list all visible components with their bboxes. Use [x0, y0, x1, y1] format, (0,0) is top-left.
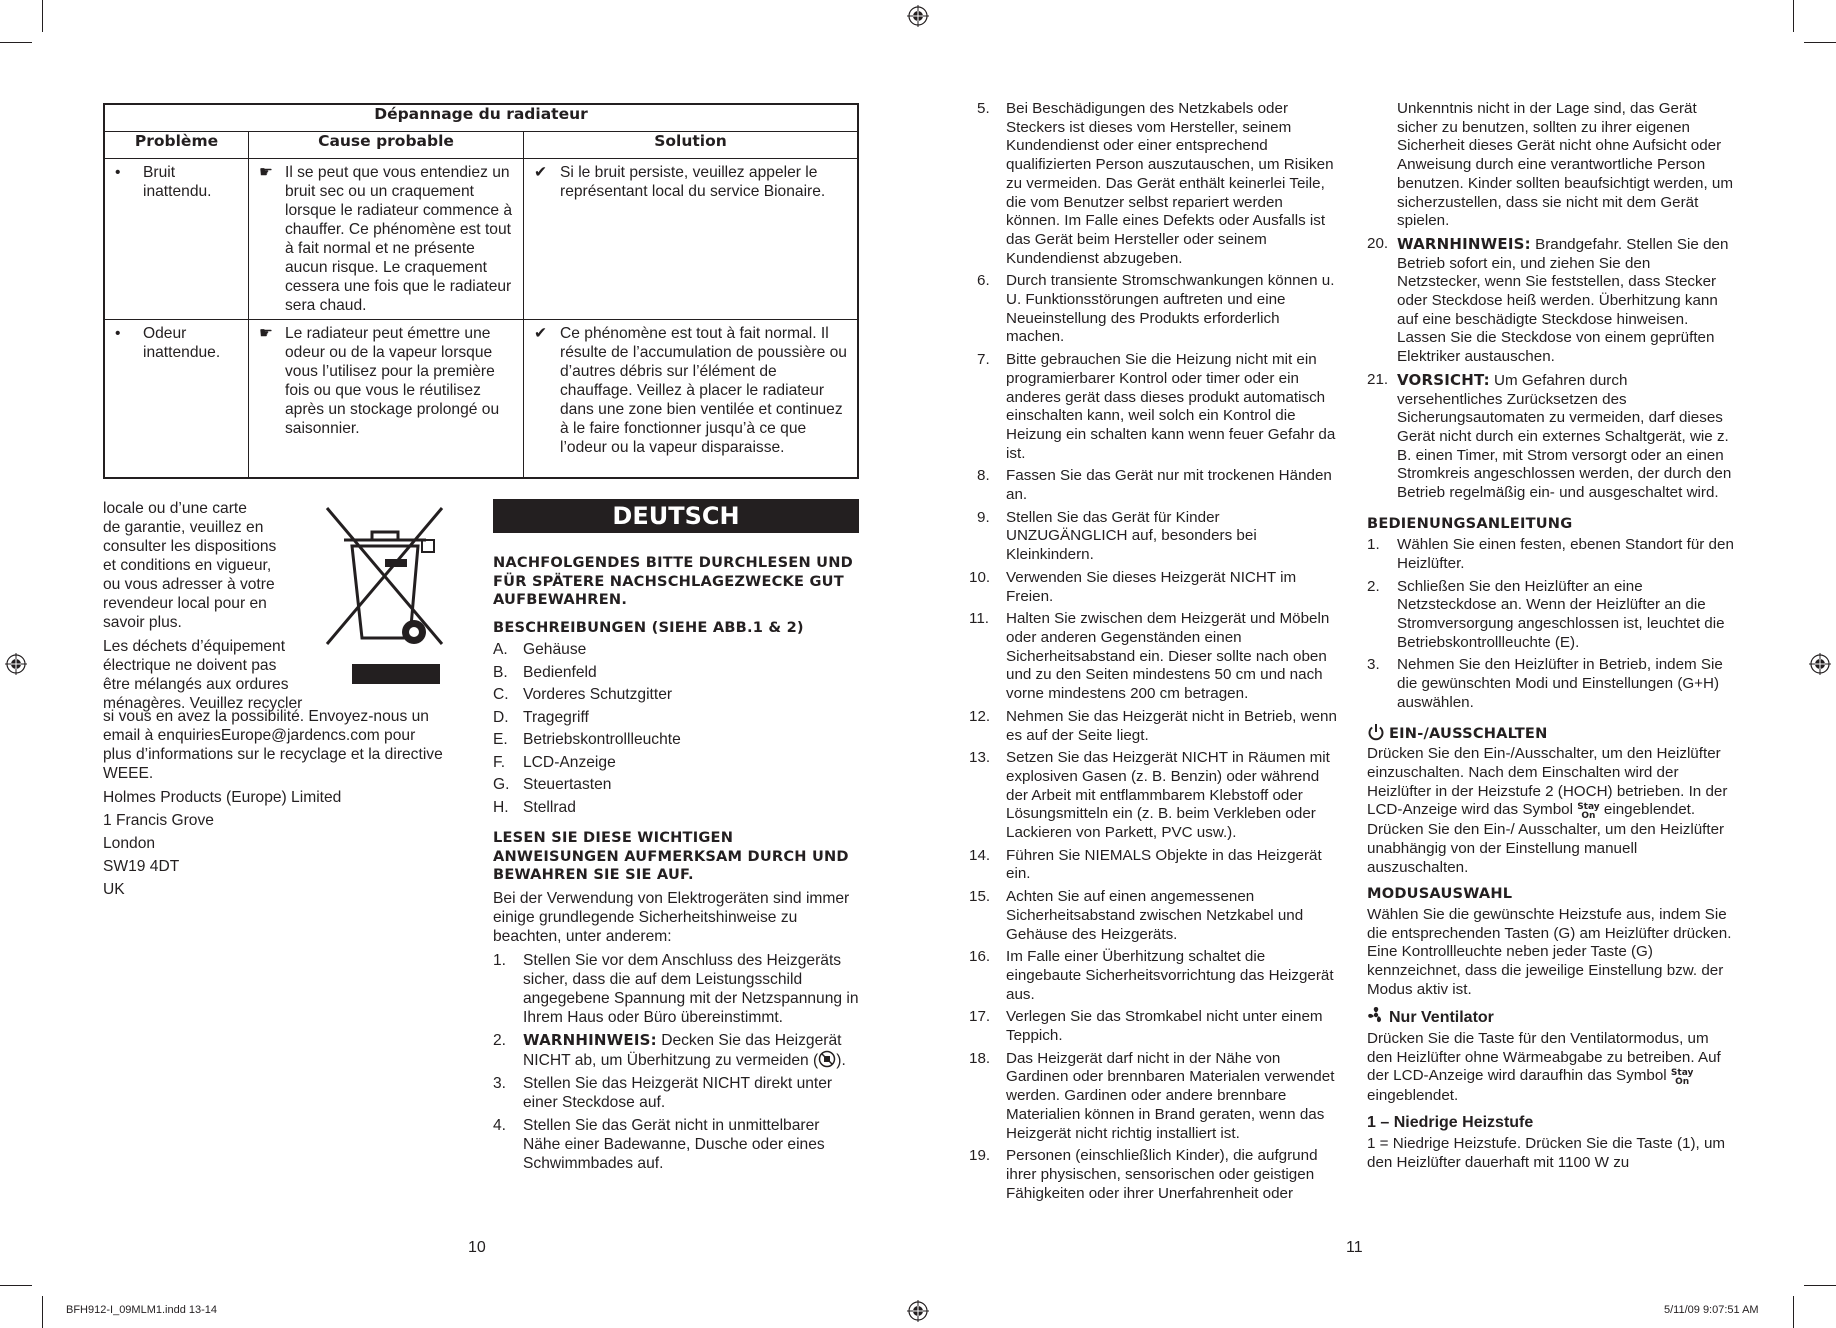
- part-label: Bedienfeld: [523, 663, 597, 681]
- section-title-deutsch: DEUTSCH: [493, 499, 859, 533]
- step-number: 3.: [1367, 656, 1380, 674]
- fan-text: [1367, 1030, 1735, 1106]
- safety-heading: LESEN SIE DIESE WICHTIGEN ANWEISUNGEN AUFMERKSAM DURCH UND BEWAHREN SIE SIE AUF.: [493, 829, 849, 883]
- weee-text-top: [103, 499, 313, 713]
- checkmark-icon: ✔: [534, 325, 548, 342]
- step-text: Nehmen Sie den Heizlüfter in Betrieb, indem Sie die gewünschten Modi und Einstellungen (G+H) auswählen.: [1397, 656, 1723, 711]
- safety-intro: Bei der Verwendung von Elektrogeräten sind immer einige grundlegende Sicherheitshinweise zu beachten, unter anderem:: [493, 889, 850, 945]
- item-number: 1.: [493, 951, 507, 969]
- part-letter: F.: [493, 753, 506, 771]
- list-item: [975, 272, 1341, 347]
- onoff-text: [1367, 745, 1735, 877]
- item-number: 20.: [1367, 234, 1389, 252]
- fan-icon: [1367, 1006, 1385, 1024]
- address-line: SW19 4DT: [103, 858, 180, 875]
- part-letter: E.: [493, 731, 508, 748]
- part-label: Steuertasten: [523, 776, 612, 793]
- list-item: [969, 888, 1341, 944]
- item-number: 4.: [493, 1116, 507, 1134]
- operation-heading: BEDIENUNGSANLEITUNG: [1367, 514, 1573, 532]
- stay-on-icon: [1671, 1069, 1693, 1087]
- list-item: [493, 708, 859, 727]
- list-item: [493, 663, 859, 682]
- item-text: Stellen Sie das Gerät für Kinder UNZUGÄNGLICH auf, besonders bei Kleinkindern.: [1006, 508, 1257, 564]
- list-item: [969, 707, 1341, 745]
- weee-crossed-bin-icon: [322, 504, 446, 686]
- item-number: 7.: [977, 351, 990, 369]
- list-item: [975, 351, 1341, 463]
- descriptions-heading: BESCHREIBUNGEN (SIEHE ABB.1 & 2): [493, 618, 804, 636]
- list-item: [969, 1147, 1341, 1203]
- item-number: 3.: [493, 1074, 507, 1092]
- list-item: [969, 610, 1341, 704]
- item-number: 6.: [977, 272, 990, 290]
- item-number: 13.: [969, 749, 991, 767]
- weee-line: si vous en avez la possibilité. Envoyez-nous un: [103, 708, 429, 725]
- item-text: Decken Sie das Heizgerät NICHT ab, um Überhitzung zu vermeiden (: [523, 1031, 842, 1069]
- item-number: 2.: [493, 1031, 507, 1049]
- weee-line: locale ou d’une carte: [103, 500, 247, 517]
- page-number-right: 11: [1346, 1239, 1363, 1256]
- warning-label: WARNHINWEIS:: [1397, 234, 1531, 253]
- fan-text-after: eingeblendet.: [1367, 1087, 1459, 1105]
- step-number: 2.: [1367, 577, 1380, 595]
- stay-on-top: Stay: [1670, 1068, 1694, 1079]
- deutsch-column-3: [1367, 100, 1735, 1172]
- bullet-icon: •: [115, 164, 121, 181]
- list-item: [493, 1116, 859, 1173]
- part-label: Gehäuse: [523, 641, 587, 658]
- part-label: Betriebskontrollleuchte: [523, 731, 681, 748]
- item-text: Setzen Sie das Heizgerät NICHT in Räumen mit explosiven Gasen (z. B. Benzin) oder während der Arbeit mit entflammbarem Klebstoff oder Lösungsmitteln ein (z. B. beim Verkleben oder Lackieren von Parkett, PVC usw.).: [1006, 749, 1330, 842]
- item-text: Nehmen Sie das Heizgerät nicht in Betrieb, wenn es auf der Seite liegt.: [1006, 707, 1337, 744]
- stay-on-top: Stay: [1577, 802, 1600, 813]
- mode-text: Wählen Sie die gewünschte Heizstufe aus, indem Sie die entsprechenden Tasten (G) am Heizlüfter drücken. Eine Kontrollleuchte neben jeder Taste (G) kennzeichnet, dass die jeweilige Einstellung bzw. der Modus aktiv ist.: [1367, 905, 1732, 998]
- weee-line: savoir plus.: [103, 614, 182, 631]
- table-header-cause: Cause probable: [249, 132, 524, 159]
- list-item: [975, 467, 1341, 504]
- page-number-left: 10: [468, 1239, 486, 1256]
- address-line: 1 Francis Grove: [103, 812, 214, 829]
- list-item: [493, 1074, 859, 1112]
- list-item: [493, 753, 859, 772]
- part-letter: G.: [493, 776, 510, 793]
- weee-line: plus d’informations sur le recyclage et la directive: [103, 746, 443, 763]
- part-letter: D.: [493, 708, 509, 726]
- list-item: [969, 1049, 1341, 1144]
- list-item: [969, 846, 1341, 884]
- item-text: Stellen Sie vor dem Anschluss des Heizgeräts sicher, dass die auf dem Leistungsschild angegebene Spannung mit der Netzspannung in Ihrem Haus oder Büro übereinstimmt.: [523, 951, 859, 1026]
- list-item: [975, 509, 1341, 565]
- list-item: [1367, 371, 1735, 503]
- registration-mark-bottom: [907, 1300, 929, 1322]
- deutsch-column-1: [493, 499, 859, 1177]
- item-text: Das Heizgerät darf nicht in der Nähe von Gardinen oder brennbaren Materialen verwendet werden. Gardinen oder andere brennbare Materialien können in Brand geraten, wenn das Heizgerät nicht richtig installiert ist.: [1006, 1049, 1335, 1142]
- item-number: 15.: [969, 888, 991, 906]
- list-item: [969, 568, 1341, 606]
- mode-heading: MODUSAUSWAHL: [1367, 885, 1513, 903]
- address-line: UK: [103, 881, 125, 898]
- onoff-text-before: Drücken Sie den Ein-/Ausschalter, um den Heizlüfter einzuschalten. Nach dem Einschalten wird der Heizlüfter in der Heizstufe 2 (HOCH) betrieben. In der LCD-Anzeige wird das Symbol: [1367, 745, 1728, 819]
- power-icon: [1367, 723, 1385, 741]
- pointing-hand-icon: ☛: [259, 325, 273, 342]
- do-not-cover-icon: [818, 1050, 836, 1068]
- item-text: Brandgefahr. Stellen Sie den Betrieb sofort ein, und ziehen Sie den Netzstecker, wenn Sie feststellen, dass Stecker oder Steckdose heiß werden. Überhitzung kann auf eine beschädigte Steckdose hinweisen. Lassen Sie die Steckdose von einem geprüften Elektriker austauschen.: [1397, 235, 1729, 366]
- weee-line: ou vous adresser à votre: [103, 576, 275, 593]
- table-row: [104, 320, 858, 478]
- company-address: [103, 788, 483, 899]
- item-number: 9.: [977, 508, 990, 526]
- problem-text: Bruit inattendu.: [143, 164, 212, 200]
- part-label: Vorderes Schutzgitter: [523, 686, 673, 703]
- onoff-text-after: eingeblendet. Drücken Sie den Ein-/ Ausschalter, um den Heizlüfter unabhängig von der Einstellung manuell auszuschalten.: [1367, 801, 1725, 876]
- table-row: [104, 159, 858, 320]
- step-text: Wählen Sie einen festen, ebenen Standort für den Heizlüfter.: [1397, 536, 1734, 572]
- fan-text-before: Drücken Sie die Taste für den Ventilatormodus, um den Heizlüfter ohne Wärmeabgabe zu betreiben. Auf der LCD-Anzeige wird daraufhin das Symbol: [1367, 1030, 1721, 1085]
- part-letter: C.: [493, 686, 509, 703]
- item-number: 21.: [1367, 370, 1389, 388]
- low-heat-heading: 1 – Niedrige Heizstufe: [1367, 1114, 1534, 1132]
- list-item: [1367, 235, 1735, 367]
- weee-line: ménagères. Veuillez recycler: [103, 695, 303, 712]
- list-item: [493, 685, 859, 704]
- stay-on-bottom: On: [1675, 1077, 1690, 1088]
- list-item: [1367, 578, 1735, 653]
- problem-text: Odeur inattendue.: [143, 325, 221, 361]
- item-text: ).: [836, 1051, 846, 1069]
- item-number: 12.: [969, 707, 991, 725]
- bullet-icon: •: [115, 325, 121, 342]
- intro-heading: NACHFOLGENDES BITTE DURCHLESEN UND FÜR SPÄTERE NACHSCHLAGEZWECKE GUT AUFBEWAHREN.: [493, 554, 853, 608]
- part-label: Stellrad: [523, 798, 576, 816]
- warning-label: WARNHINWEIS:: [523, 1030, 657, 1049]
- list-item: [493, 730, 859, 749]
- table-header-problem: Problème: [104, 132, 249, 159]
- part-letter: H.: [493, 798, 509, 816]
- list-item: [493, 640, 859, 659]
- list-item: [493, 951, 859, 1027]
- table-title: Dépannage du radiateur: [104, 104, 858, 132]
- item-number: 5.: [977, 100, 990, 117]
- list-item: [493, 775, 859, 794]
- weee-text-bottom: [103, 707, 483, 899]
- weee-line: et conditions en vigueur,: [103, 557, 272, 574]
- item-text: Personen (einschließlich Kinder), die aufgrund ihrer physischen, sensorischen oder geistigen Fähigkeiten oder ihrer Unerfahrenheit oder: [1006, 1147, 1318, 1202]
- list-item: [1367, 656, 1735, 712]
- part-label: LCD-Anzeige: [523, 753, 616, 771]
- address-line: London: [103, 835, 156, 852]
- list-item: [969, 749, 1341, 843]
- cause-text: Le radiateur peut émettre une odeur ou de la vapeur lorsque vous l’utilisez pour la première fois ou que vous le réutilisez après un stockage prolongé ou saisonnier.: [285, 325, 500, 437]
- footer-timestamp: 5/11/09 9:07:51 AM: [1664, 1304, 1759, 1316]
- weee-line: électrique ne doivent pas: [103, 657, 277, 674]
- weee-line: Les déchets d’équipement: [103, 638, 286, 655]
- registration-mark-right: [1809, 653, 1831, 675]
- solution-text: Ce phénomène est tout à fait normal. Il résulte de l’accumulation de poussière ou d’autres débris sur l’élément de chauffage. Veillez à placer le radiateur dans une zone bien ventilée et continuez à le faire fonctionner jusqu’à ce que l’odeur ou la vapeur disparaisse.: [560, 325, 847, 456]
- registration-mark-top: [907, 5, 929, 27]
- onoff-heading: [1367, 723, 1735, 744]
- item-number: 19.: [969, 1147, 991, 1165]
- item-text: Durch transiente Stromschwankungen können u. U. Funktionsstörungen auftreten und eine Neueinstellung des Produkts erforderlich machen.: [1006, 272, 1335, 346]
- item-number: 10.: [969, 568, 991, 586]
- safety-list-col1: [493, 951, 859, 1173]
- list-item: [493, 1031, 859, 1070]
- list-item: [1367, 536, 1735, 573]
- item-text: Stellen Sie das Heizgerät NICHT direkt unter einer Steckdose auf.: [523, 1074, 833, 1111]
- stay-on-bottom: On: [1581, 811, 1596, 822]
- item-number: 17.: [969, 1008, 991, 1026]
- item-19-continuation: Unkenntnis nicht in der Lage sind, das Gerät sicher zu benutzen, sollten zu ihrer eigenen Sicherheit dieses Gerät nicht ohne Aufsicht oder Anweisung durch eine verantwortliche Person benutzen. Kinder sollten beaufsichtigt werden, um sicherzustellen, dass sie nicht mit dem Gerät spielen.: [1397, 100, 1734, 230]
- troubleshooting-table: [103, 103, 859, 479]
- list-item: [969, 1008, 1341, 1045]
- item-text: Verlegen Sie das Stromkabel nicht unter einem Teppich.: [1006, 1008, 1323, 1045]
- weee-line: de garantie, veuillez en: [103, 519, 264, 536]
- stay-on-icon: [1577, 803, 1599, 821]
- item-text: Um Gefahren durch versehentliches Zurücksetzen des Sicherungsautomaten zu vermeiden, darf dieses Gerät nicht durch ein externes Schaltgerät, wie z. B. einen Timer, mit Strom versorgt oder an einen Stromkreis angeschlossen werden, der durch den Betrieb regelmäßig ein- und ausgeschaltet wird.: [1397, 371, 1732, 502]
- table-header-solution: Solution: [524, 132, 859, 159]
- part-letter: B.: [493, 663, 508, 681]
- item-text: Verwenden Sie dieses Heizgerät NICHT im Freien.: [1006, 568, 1297, 605]
- weee-line: WEEE.: [103, 765, 154, 782]
- list-item: [975, 100, 1341, 268]
- part-letter: A.: [493, 641, 508, 658]
- item-number: 11.: [969, 610, 989, 628]
- item-number: 16.: [969, 948, 991, 966]
- item-text: Im Falle einer Überhitzung schaltet die eingebaute Sicherheitsvorrichtung das Heizgerät aus.: [1006, 948, 1334, 1003]
- weee-line: email à enquiriesEurope@jardencs.com pour: [103, 727, 416, 744]
- item-text: Achten Sie auf einen angemessenen Sicherheitsabstand zwischen Netzkabel und Gehäuse des Heizgeräts.: [1006, 888, 1304, 943]
- footer-file-info: BFH912-I_09MLM1.indd 13-14: [66, 1304, 218, 1316]
- low-heat-text: 1 = Niedrige Heizstufe. Drücken Sie die Taste (1), um den Heizlüfter dauerhaft mit 1100 W zu: [1367, 1134, 1726, 1171]
- item-number: 14.: [969, 846, 991, 864]
- item-text: Fassen Sie das Gerät nur mit trockenen Händen an.: [1006, 467, 1332, 504]
- fan-heading: [1367, 1006, 1735, 1028]
- item-text: Stellen Sie das Gerät nicht in unmittelbarer Nähe einer Badewanne, Dusche oder eines Schwimmbades auf.: [523, 1116, 825, 1172]
- item-text: Bitte gebrauchen Sie die Heizung nicht mit ein programierbarer Kontrol oder timer oder ein anderes gerät dass dieses produkt automatisch einschalten kann, weil solch ein Kontrol die Heizung ein schalten kann wenn feuer Gefahr da ist.: [1006, 351, 1336, 462]
- registration-mark-left: [5, 653, 27, 675]
- weee-line: être mélangés aux ordures: [103, 676, 289, 693]
- list-item: [493, 798, 859, 817]
- solution-text: Si le bruit persiste, veuillez appeler le représentant local du service Bionaire.: [560, 164, 826, 200]
- safety-list-col2: [969, 100, 1341, 1207]
- item-text: Führen Sie NIEMALS Objekte in das Heizgerät ein.: [1006, 846, 1322, 883]
- item-number: 8.: [977, 467, 990, 485]
- item-number: 18.: [969, 1049, 991, 1067]
- parts-list: [493, 640, 859, 817]
- list-item: [969, 948, 1341, 1004]
- onoff-heading-text: EIN-/AUSSCHALTEN: [1389, 724, 1548, 742]
- fan-heading-text: Nur Ventilator: [1389, 1009, 1494, 1027]
- item-text: Halten Sie zwischen dem Heizgerät und Möbeln oder anderen Gegenständen einen Sicherheitsabstand ein. Dieser sollte nach oben und zu den Seiten mindestens 50 cm und nach vorne mindestens 200 cm betragen.: [1006, 610, 1330, 703]
- address-line: Holmes Products (Europe) Limited: [103, 789, 342, 806]
- checkmark-icon: ✔: [534, 164, 548, 181]
- pointing-hand-icon: ☛: [259, 164, 273, 181]
- weee-line: revendeur local pour en: [103, 595, 267, 612]
- step-number: 1.: [1367, 536, 1380, 554]
- caution-label: VORSICHT:: [1397, 370, 1490, 389]
- item-text: Bei Beschädigungen des Netzkabels oder Steckers ist dieses vom Hersteller, seinem Kundendienst oder einer entsprechend qualifizierten Person auszutauschen, um Risiken zu vermeiden. Das Gerät enthält keinerlei Teile, die vom Benutzer selbst repariert werden können. Im Falle eines Defekts oder Ausfalls ist das Gerät beim Hersteller oder seinem Kundendienst abzugeben.: [1006, 100, 1334, 267]
- step-text: Schließen Sie den Heizlüfter an eine Netzsteckdose an. Wenn der Heizlüfter an die Stromversorgung angeschlossen ist, leuchtet die Betriebskontrollleuchte (E).: [1397, 577, 1725, 651]
- part-label: Tragegriff: [523, 708, 589, 726]
- cause-text: Il se peut que vous entendiez un bruit sec ou un craquement lorsque le radiateur commence à chauffer. Ce phénomène est tout à fait normal et ne présente aucun risque. Le craquement cessera une fois que le radiateur sera chaud.: [285, 164, 513, 314]
- weee-line: consulter les dispositions: [103, 538, 277, 555]
